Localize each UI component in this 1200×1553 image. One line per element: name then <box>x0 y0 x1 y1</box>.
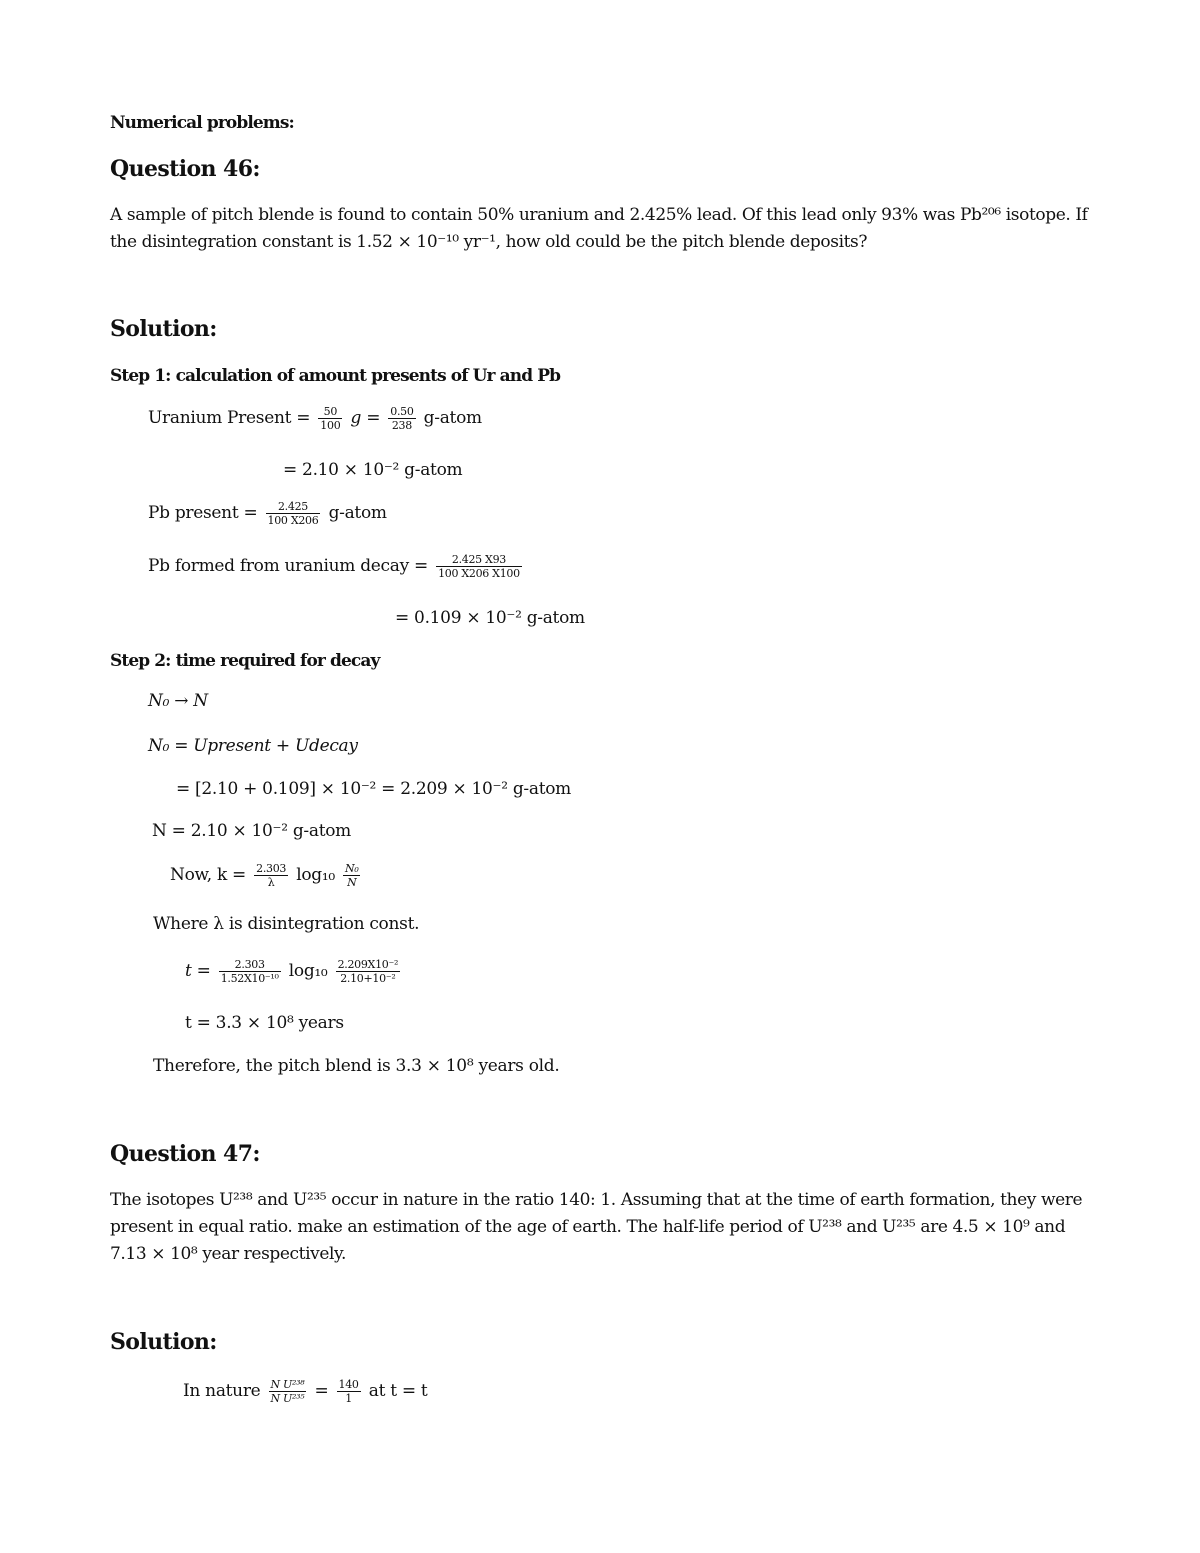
step-2-heading: Step 2: time required for decay <box>110 651 380 671</box>
now-fraction-1 <box>254 862 288 889</box>
equals-sign: = <box>314 1381 329 1401</box>
pb-formed-equation <box>148 553 525 580</box>
uranium-fraction-2 <box>388 405 415 432</box>
uranium-result: = 2.10 × 10⁻² g-atom <box>283 460 463 480</box>
fraction-denominator: 100 X206 X100 <box>438 567 520 580</box>
fraction-denominator: N <box>347 876 357 889</box>
equation-n0-sum: N₀ = Upresent + Udecay <box>148 736 358 756</box>
conclusion-text: Therefore, the pitch blend is 3.3 × 10⁸ years old. <box>153 1056 560 1076</box>
pb-formed-fraction <box>436 553 522 580</box>
fraction-numerator: 2.303 <box>219 958 281 972</box>
fraction-denominator: 238 <box>391 419 412 432</box>
unit-label: g-atom <box>328 503 387 523</box>
log-label: log₁₀ <box>296 865 335 885</box>
fraction-numerator: 140 <box>338 1378 359 1391</box>
time-equation <box>185 958 403 985</box>
fraction-numerator: 2.209X10⁻² <box>337 958 399 971</box>
question-46-text: A sample of pitch blende is found to contain 50% uranium and 2.425% lead. Of this lead only 93% was Pb²⁰⁶ isotope. If the disintegration constant is 1.52 × 10⁻¹⁰ yr⁻¹, how old could be the pitch blende deposits? <box>110 205 1088 252</box>
fraction-numerator: 50 <box>318 405 342 419</box>
question-46-title: Question 46: <box>110 156 260 182</box>
now-label: Now, k = <box>170 865 247 885</box>
nature-ratio-equation <box>183 1378 427 1405</box>
nature-label: In nature <box>183 1381 261 1401</box>
fraction-numerator: N₀ <box>345 862 359 875</box>
pb-present-equation <box>148 500 387 527</box>
uranium-fraction-1 <box>318 405 342 432</box>
fraction-numerator: 2.303 <box>256 862 287 875</box>
equation-n-value: N = 2.10 × 10⁻² g-atom <box>152 821 352 841</box>
solution-46-title: Solution: <box>110 316 217 342</box>
uranium-label: Uranium Present = <box>148 408 311 428</box>
now-fraction-2 <box>343 862 360 889</box>
nature-tail: at t = t <box>368 1381 428 1401</box>
equation-n0-value: = [2.10 + 0.109] × 10⁻² = 2.209 × 10⁻² g-atom <box>176 779 571 799</box>
t-fraction-1 <box>219 958 281 985</box>
t-label: t = <box>185 961 211 981</box>
step-1-heading: Step 1: calculation of amount presents of Ur and Pb <box>110 366 561 386</box>
t-fraction-2 <box>336 958 401 985</box>
fraction-denominator: 100 <box>320 419 341 432</box>
uranium-present-equation <box>148 405 482 432</box>
log-label: log₁₀ <box>288 961 328 981</box>
fraction-numerator: 0.50 <box>390 405 414 418</box>
pb-present-label: Pb present = <box>148 503 258 523</box>
pb-formed-label: Pb formed from uranium decay = <box>148 556 428 576</box>
fraction-denominator: N U²³⁵ <box>270 1392 305 1405</box>
fraction-numerator: 2.425 <box>266 500 321 514</box>
time-result: t = 3.3 × 10⁸ years <box>185 1013 344 1033</box>
fraction-numerator: 2.425 X93 <box>436 553 522 567</box>
fraction-denominator: 100 X206 <box>267 514 319 527</box>
uranium-g: g = <box>350 408 381 428</box>
nature-fraction-2 <box>337 1378 361 1405</box>
fraction-denominator: 1 <box>345 1392 352 1405</box>
fraction-numerator: N U²³⁸ <box>270 1378 305 1391</box>
fraction-denominator: 1.52X10⁻¹⁰ <box>220 972 279 985</box>
question-47-text: The isotopes U²³⁸ and U²³⁵ occur in nature in the ratio 140: 1. Assuming that at the time of earth formation, they were present in equal ratio. make an estimation of the age of earth. The half-life period of U²³⁸ and U²³⁵ are 4.5 × 10⁹ and 7.13 × 10⁸ year respectively. <box>110 1190 1083 1264</box>
pb-formed-result: = 0.109 × 10⁻² g-atom <box>395 608 585 628</box>
question-47-title: Question 47: <box>110 1141 260 1167</box>
solution-47-title: Solution: <box>110 1329 217 1355</box>
equation-n0-to-n: N₀ → N <box>148 691 208 711</box>
where-text: Where λ is disintegration const. <box>153 914 420 934</box>
pb-present-fraction <box>266 500 321 527</box>
nature-fraction-1 <box>269 1378 307 1405</box>
rate-constant-equation <box>170 862 363 889</box>
unit-label: g-atom <box>423 408 482 428</box>
fraction-denominator: 2.10+10⁻² <box>340 972 396 985</box>
section-heading: Numerical problems: <box>110 113 294 133</box>
fraction-denominator: λ <box>267 876 275 889</box>
